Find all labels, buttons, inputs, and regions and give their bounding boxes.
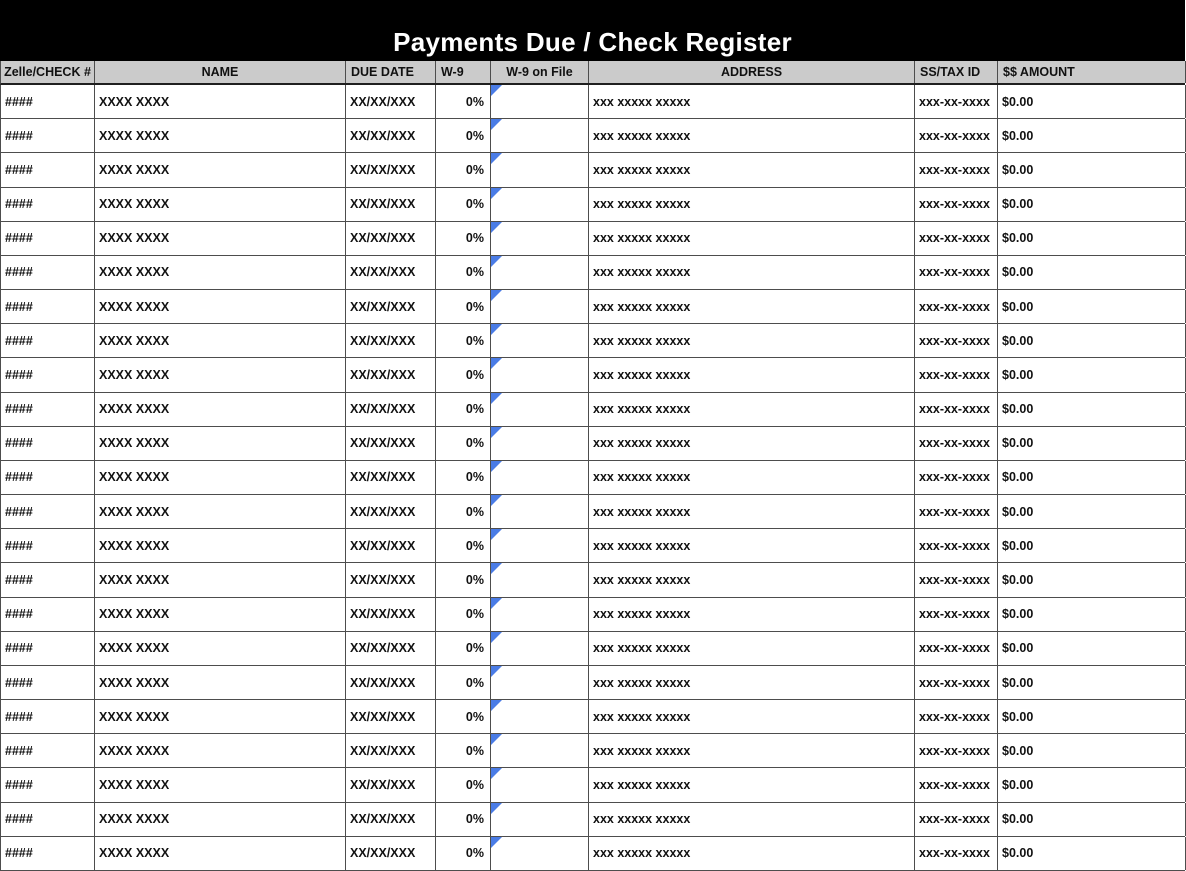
table-row bbox=[0, 529, 1185, 563]
corner-marker-icon bbox=[491, 529, 502, 540]
corner-marker-icon bbox=[491, 427, 502, 438]
cell-ss-tax-id[interactable]: xxx-xx-xxxx bbox=[915, 85, 998, 118]
cell-ss-tax-id[interactable]: xxx-xx-xxxx bbox=[915, 119, 998, 152]
corner-marker-icon bbox=[491, 598, 502, 609]
cell-zelle-check-number[interactable]: #### bbox=[1, 666, 95, 699]
corner-marker-icon bbox=[491, 495, 502, 506]
cell-w9-percent[interactable]: 0% bbox=[436, 734, 491, 767]
table-row bbox=[0, 256, 1185, 290]
cell-w9-on-file[interactable] bbox=[491, 529, 589, 562]
cell-due-date[interactable]: XX/XX/XXX bbox=[346, 768, 436, 801]
cell-due-date[interactable]: XX/XX/XXX bbox=[346, 803, 436, 836]
column-header-name[interactable]: NAME bbox=[95, 61, 346, 83]
table-row bbox=[0, 427, 1185, 461]
corner-marker-icon bbox=[491, 222, 502, 233]
cell-due-date[interactable]: XX/XX/XXX bbox=[346, 358, 436, 391]
cell-address[interactable]: xxx xxxxx xxxxx bbox=[589, 222, 915, 255]
cell-name[interactable]: XXXX XXXX bbox=[95, 666, 346, 699]
corner-marker-icon bbox=[491, 734, 502, 745]
cell-due-date[interactable]: XX/XX/XXX bbox=[346, 700, 436, 733]
cell-address[interactable]: xxx xxxxx xxxxx bbox=[589, 427, 915, 460]
table-row bbox=[0, 324, 1185, 358]
cell-amount[interactable]: $0.00 bbox=[998, 495, 1186, 528]
cell-zelle-check-number[interactable]: #### bbox=[1, 563, 95, 596]
corner-marker-icon bbox=[491, 768, 502, 779]
cell-address[interactable]: xxx xxxxx xxxxx bbox=[589, 324, 915, 357]
cell-ss-tax-id[interactable]: xxx-xx-xxxx bbox=[915, 768, 998, 801]
cell-ss-tax-id[interactable]: xxx-xx-xxxx bbox=[915, 393, 998, 426]
cell-address[interactable]: xxx xxxxx xxxxx bbox=[589, 768, 915, 801]
corner-marker-icon bbox=[491, 666, 502, 677]
cell-due-date[interactable]: XX/XX/XXX bbox=[346, 393, 436, 426]
cell-name[interactable]: XXXX XXXX bbox=[95, 85, 346, 118]
cell-name[interactable]: XXXX XXXX bbox=[95, 188, 346, 221]
table-row bbox=[0, 393, 1185, 427]
cell-name[interactable]: XXXX XXXX bbox=[95, 290, 346, 323]
corner-marker-icon bbox=[491, 632, 502, 643]
cell-amount[interactable]: $0.00 bbox=[998, 119, 1186, 152]
cell-w9-on-file[interactable] bbox=[491, 495, 589, 528]
cell-zelle-check-number[interactable]: #### bbox=[1, 837, 95, 870]
cell-zelle-check-number[interactable]: #### bbox=[1, 393, 95, 426]
cell-w9-percent[interactable]: 0% bbox=[436, 803, 491, 836]
cell-due-date[interactable]: XX/XX/XXX bbox=[346, 495, 436, 528]
cell-due-date[interactable]: XX/XX/XXX bbox=[346, 632, 436, 665]
cell-name[interactable]: XXXX XXXX bbox=[95, 632, 346, 665]
table-row bbox=[0, 666, 1185, 700]
cell-due-date[interactable]: XX/XX/XXX bbox=[346, 666, 436, 699]
cell-w9-on-file[interactable] bbox=[491, 188, 589, 221]
table-row bbox=[0, 700, 1185, 734]
table-row bbox=[0, 803, 1185, 837]
corner-marker-icon bbox=[491, 324, 502, 335]
cell-w9-percent[interactable]: 0% bbox=[436, 461, 491, 494]
cell-zelle-check-number[interactable]: #### bbox=[1, 222, 95, 255]
cell-amount[interactable]: $0.00 bbox=[998, 324, 1186, 357]
cell-name[interactable]: XXXX XXXX bbox=[95, 153, 346, 186]
cell-amount[interactable]: $0.00 bbox=[998, 256, 1186, 289]
cell-w9-percent[interactable]: 0% bbox=[436, 85, 491, 118]
cell-zelle-check-number[interactable]: #### bbox=[1, 734, 95, 767]
cell-address[interactable]: xxx xxxxx xxxxx bbox=[589, 290, 915, 323]
cell-ss-tax-id[interactable]: xxx-xx-xxxx bbox=[915, 529, 998, 562]
cell-due-date[interactable]: XX/XX/XXX bbox=[346, 427, 436, 460]
cell-address[interactable]: xxx xxxxx xxxxx bbox=[589, 632, 915, 665]
page-title: Payments Due / Check Register bbox=[393, 27, 792, 57]
cell-due-date[interactable]: XX/XX/XXX bbox=[346, 563, 436, 596]
cell-amount[interactable]: $0.00 bbox=[998, 393, 1186, 426]
corner-marker-icon bbox=[491, 188, 502, 199]
cell-w9-on-file[interactable] bbox=[491, 598, 589, 631]
cell-w9-percent[interactable]: 0% bbox=[436, 393, 491, 426]
cell-w9-on-file[interactable] bbox=[491, 803, 589, 836]
cell-ss-tax-id[interactable]: xxx-xx-xxxx bbox=[915, 598, 998, 631]
cell-ss-tax-id[interactable]: xxx-xx-xxxx bbox=[915, 837, 998, 870]
cell-w9-on-file[interactable] bbox=[491, 734, 589, 767]
column-header-ss-tax-id[interactable]: SS/TAX ID bbox=[915, 61, 998, 83]
cell-zelle-check-number[interactable]: #### bbox=[1, 700, 95, 733]
cell-due-date[interactable]: XX/XX/XXX bbox=[346, 734, 436, 767]
cell-ss-tax-id[interactable]: xxx-xx-xxxx bbox=[915, 188, 998, 221]
cell-amount[interactable]: $0.00 bbox=[998, 666, 1186, 699]
cell-w9-on-file[interactable] bbox=[491, 358, 589, 391]
cell-name[interactable]: XXXX XXXX bbox=[95, 256, 346, 289]
cell-amount[interactable]: $0.00 bbox=[998, 188, 1186, 221]
cell-address[interactable]: xxx xxxxx xxxxx bbox=[589, 700, 915, 733]
corner-marker-icon bbox=[491, 393, 502, 404]
cell-name[interactable]: XXXX XXXX bbox=[95, 700, 346, 733]
cell-ss-tax-id[interactable]: xxx-xx-xxxx bbox=[915, 803, 998, 836]
table-row bbox=[0, 85, 1185, 119]
cell-w9-on-file[interactable] bbox=[491, 837, 589, 870]
cell-due-date[interactable]: XX/XX/XXX bbox=[346, 256, 436, 289]
cell-w9-on-file[interactable] bbox=[491, 256, 589, 289]
cell-w9-percent[interactable]: 0% bbox=[436, 563, 491, 596]
table-row bbox=[0, 632, 1185, 666]
cell-amount[interactable]: $0.00 bbox=[998, 85, 1186, 118]
cell-amount[interactable]: $0.00 bbox=[998, 734, 1186, 767]
cell-name[interactable]: XXXX XXXX bbox=[95, 495, 346, 528]
table-row bbox=[0, 837, 1185, 871]
corner-marker-icon bbox=[491, 153, 502, 164]
cell-due-date[interactable]: XX/XX/XXX bbox=[346, 598, 436, 631]
cell-zelle-check-number[interactable]: #### bbox=[1, 358, 95, 391]
corner-marker-icon bbox=[491, 461, 502, 472]
cell-w9-percent[interactable]: 0% bbox=[436, 529, 491, 562]
cell-w9-on-file[interactable] bbox=[491, 222, 589, 255]
cell-address[interactable]: xxx xxxxx xxxxx bbox=[589, 461, 915, 494]
cell-w9-on-file[interactable] bbox=[491, 768, 589, 801]
cell-ss-tax-id[interactable]: xxx-xx-xxxx bbox=[915, 324, 998, 357]
cell-w9-on-file[interactable] bbox=[491, 119, 589, 152]
column-header-w9[interactable]: W-9 bbox=[436, 61, 491, 83]
cell-address[interactable]: xxx xxxxx xxxxx bbox=[589, 563, 915, 596]
corner-marker-icon bbox=[491, 803, 502, 814]
title-bar bbox=[0, 0, 1185, 61]
cell-due-date[interactable]: XX/XX/XXX bbox=[346, 324, 436, 357]
cell-w9-percent[interactable]: 0% bbox=[436, 256, 491, 289]
cell-ss-tax-id[interactable]: xxx-xx-xxxx bbox=[915, 495, 998, 528]
cell-w9-percent[interactable]: 0% bbox=[436, 119, 491, 152]
cell-w9-percent[interactable]: 0% bbox=[436, 837, 491, 870]
table-row bbox=[0, 768, 1185, 802]
cell-amount[interactable]: $0.00 bbox=[998, 290, 1186, 323]
corner-marker-icon bbox=[491, 358, 502, 369]
cell-amount[interactable]: $0.00 bbox=[998, 222, 1186, 255]
cell-address[interactable]: xxx xxxxx xxxxx bbox=[589, 358, 915, 391]
corner-marker-icon bbox=[491, 837, 502, 848]
cell-w9-percent[interactable]: 0% bbox=[436, 495, 491, 528]
cell-name[interactable]: XXXX XXXX bbox=[95, 837, 346, 870]
table-row bbox=[0, 119, 1185, 153]
cell-due-date[interactable]: XX/XX/XXX bbox=[346, 153, 436, 186]
cell-ss-tax-id[interactable]: xxx-xx-xxxx bbox=[915, 563, 998, 596]
cell-w9-percent[interactable]: 0% bbox=[436, 324, 491, 357]
cell-w9-percent[interactable]: 0% bbox=[436, 632, 491, 665]
cell-zelle-check-number[interactable]: #### bbox=[1, 85, 95, 118]
cell-w9-on-file[interactable] bbox=[491, 393, 589, 426]
cell-address[interactable]: xxx xxxxx xxxxx bbox=[589, 495, 915, 528]
cell-name[interactable]: XXXX XXXX bbox=[95, 427, 346, 460]
cell-address[interactable]: xxx xxxxx xxxxx bbox=[589, 666, 915, 699]
cell-address[interactable]: xxx xxxxx xxxxx bbox=[589, 119, 915, 152]
cell-w9-percent[interactable]: 0% bbox=[436, 153, 491, 186]
corner-marker-icon bbox=[491, 85, 502, 96]
cell-name[interactable]: XXXX XXXX bbox=[95, 803, 346, 836]
cell-amount[interactable]: $0.00 bbox=[998, 837, 1186, 870]
column-header-w9-on-file[interactable]: W-9 on File bbox=[491, 61, 589, 83]
cell-zelle-check-number[interactable]: #### bbox=[1, 529, 95, 562]
cell-address[interactable]: xxx xxxxx xxxxx bbox=[589, 598, 915, 631]
cell-due-date[interactable]: XX/XX/XXX bbox=[346, 222, 436, 255]
table-row bbox=[0, 461, 1185, 495]
corner-marker-icon bbox=[491, 256, 502, 267]
column-header-amount[interactable]: $$ AMOUNT bbox=[998, 61, 1186, 83]
cell-name[interactable]: XXXX XXXX bbox=[95, 598, 346, 631]
cell-ss-tax-id[interactable]: xxx-xx-xxxx bbox=[915, 153, 998, 186]
cell-amount[interactable]: $0.00 bbox=[998, 632, 1186, 665]
cell-name[interactable]: XXXX XXXX bbox=[95, 563, 346, 596]
table-row bbox=[0, 222, 1185, 256]
cell-amount[interactable]: $0.00 bbox=[998, 768, 1186, 801]
cell-amount[interactable]: $0.00 bbox=[998, 153, 1186, 186]
cell-name[interactable]: XXXX XXXX bbox=[95, 119, 346, 152]
cell-w9-percent[interactable]: 0% bbox=[436, 358, 491, 391]
cell-name[interactable]: XXXX XXXX bbox=[95, 768, 346, 801]
cell-amount[interactable]: $0.00 bbox=[998, 427, 1186, 460]
cell-w9-percent[interactable]: 0% bbox=[436, 598, 491, 631]
cell-zelle-check-number[interactable]: #### bbox=[1, 427, 95, 460]
cell-zelle-check-number[interactable]: #### bbox=[1, 598, 95, 631]
cell-address[interactable]: xxx xxxxx xxxxx bbox=[589, 734, 915, 767]
cell-w9-percent[interactable]: 0% bbox=[436, 768, 491, 801]
cell-amount[interactable]: $0.00 bbox=[998, 461, 1186, 494]
cell-name[interactable]: XXXX XXXX bbox=[95, 222, 346, 255]
cell-address[interactable]: xxx xxxxx xxxxx bbox=[589, 803, 915, 836]
cell-ss-tax-id[interactable]: xxx-xx-xxxx bbox=[915, 427, 998, 460]
cell-w9-percent[interactable]: 0% bbox=[436, 427, 491, 460]
cell-w9-on-file[interactable] bbox=[491, 324, 589, 357]
cell-address[interactable]: xxx xxxxx xxxxx bbox=[589, 837, 915, 870]
cell-address[interactable]: xxx xxxxx xxxxx bbox=[589, 529, 915, 562]
table-body bbox=[0, 85, 1185, 871]
cell-due-date[interactable]: XX/XX/XXX bbox=[346, 119, 436, 152]
table-row bbox=[0, 563, 1185, 597]
cell-ss-tax-id[interactable]: xxx-xx-xxxx bbox=[915, 632, 998, 665]
cell-w9-on-file[interactable] bbox=[491, 290, 589, 323]
cell-address[interactable]: xxx xxxxx xxxxx bbox=[589, 153, 915, 186]
cell-zelle-check-number[interactable]: #### bbox=[1, 290, 95, 323]
cell-amount[interactable]: $0.00 bbox=[998, 803, 1186, 836]
cell-zelle-check-number[interactable]: #### bbox=[1, 632, 95, 665]
cell-ss-tax-id[interactable]: xxx-xx-xxxx bbox=[915, 700, 998, 733]
cell-due-date[interactable]: XX/XX/XXX bbox=[346, 529, 436, 562]
table-row bbox=[0, 153, 1185, 187]
cell-w9-percent[interactable]: 0% bbox=[436, 222, 491, 255]
table-row bbox=[0, 598, 1185, 632]
table-row bbox=[0, 495, 1185, 529]
cell-address[interactable]: xxx xxxxx xxxxx bbox=[589, 256, 915, 289]
cell-ss-tax-id[interactable]: xxx-xx-xxxx bbox=[915, 290, 998, 323]
cell-w9-on-file[interactable] bbox=[491, 563, 589, 596]
cell-name[interactable]: XXXX XXXX bbox=[95, 358, 346, 391]
cell-name[interactable]: XXXX XXXX bbox=[95, 734, 346, 767]
cell-ss-tax-id[interactable]: xxx-xx-xxxx bbox=[915, 256, 998, 289]
cell-ss-tax-id[interactable]: xxx-xx-xxxx bbox=[915, 666, 998, 699]
column-header-row bbox=[0, 61, 1185, 85]
cell-w9-percent[interactable]: 0% bbox=[436, 290, 491, 323]
table-row bbox=[0, 188, 1185, 222]
cell-w9-on-file[interactable] bbox=[491, 427, 589, 460]
cell-w9-percent[interactable]: 0% bbox=[436, 700, 491, 733]
cell-amount[interactable]: $0.00 bbox=[998, 529, 1186, 562]
table-row bbox=[0, 358, 1185, 392]
cell-zelle-check-number[interactable]: #### bbox=[1, 768, 95, 801]
cell-address[interactable]: xxx xxxxx xxxxx bbox=[589, 85, 915, 118]
cell-ss-tax-id[interactable]: xxx-xx-xxxx bbox=[915, 461, 998, 494]
cell-address[interactable]: xxx xxxxx xxxxx bbox=[589, 188, 915, 221]
column-header-zelle-check-number[interactable]: Zelle/CHECK # bbox=[1, 61, 95, 83]
cell-ss-tax-id[interactable]: xxx-xx-xxxx bbox=[915, 222, 998, 255]
cell-name[interactable]: XXXX XXXX bbox=[95, 393, 346, 426]
cell-zelle-check-number[interactable]: #### bbox=[1, 119, 95, 152]
cell-w9-on-file[interactable] bbox=[491, 666, 589, 699]
cell-w9-on-file[interactable] bbox=[491, 153, 589, 186]
cell-zelle-check-number[interactable]: #### bbox=[1, 188, 95, 221]
cell-zelle-check-number[interactable]: #### bbox=[1, 324, 95, 357]
column-header-due-date[interactable]: DUE DATE bbox=[346, 61, 436, 83]
cell-amount[interactable]: $0.00 bbox=[998, 598, 1186, 631]
cell-w9-on-file[interactable] bbox=[491, 632, 589, 665]
corner-marker-icon bbox=[491, 119, 502, 130]
table-row bbox=[0, 734, 1185, 768]
cell-name[interactable]: XXXX XXXX bbox=[95, 529, 346, 562]
cell-due-date[interactable]: XX/XX/XXX bbox=[346, 290, 436, 323]
cell-due-date[interactable]: XX/XX/XXX bbox=[346, 837, 436, 870]
cell-w9-percent[interactable]: 0% bbox=[436, 666, 491, 699]
corner-marker-icon bbox=[491, 700, 502, 711]
cell-zelle-check-number[interactable]: #### bbox=[1, 153, 95, 186]
column-header-address[interactable]: ADDRESS bbox=[589, 61, 915, 83]
cell-amount[interactable]: $0.00 bbox=[998, 563, 1186, 596]
cell-zelle-check-number[interactable]: #### bbox=[1, 495, 95, 528]
cell-ss-tax-id[interactable]: xxx-xx-xxxx bbox=[915, 358, 998, 391]
cell-zelle-check-number[interactable]: #### bbox=[1, 803, 95, 836]
table-row bbox=[0, 290, 1185, 324]
cell-name[interactable]: XXXX XXXX bbox=[95, 461, 346, 494]
cell-address[interactable]: xxx xxxxx xxxxx bbox=[589, 393, 915, 426]
cell-name[interactable]: XXXX XXXX bbox=[95, 324, 346, 357]
cell-ss-tax-id[interactable]: xxx-xx-xxxx bbox=[915, 734, 998, 767]
cell-due-date[interactable]: XX/XX/XXX bbox=[346, 85, 436, 118]
cell-w9-on-file[interactable] bbox=[491, 85, 589, 118]
corner-marker-icon bbox=[491, 290, 502, 301]
cell-zelle-check-number[interactable]: #### bbox=[1, 256, 95, 289]
cell-w9-on-file[interactable] bbox=[491, 461, 589, 494]
cell-zelle-check-number[interactable]: #### bbox=[1, 461, 95, 494]
cell-amount[interactable]: $0.00 bbox=[998, 358, 1186, 391]
cell-due-date[interactable]: XX/XX/XXX bbox=[346, 461, 436, 494]
cell-w9-on-file[interactable] bbox=[491, 700, 589, 733]
corner-marker-icon bbox=[491, 563, 502, 574]
cell-amount[interactable]: $0.00 bbox=[998, 700, 1186, 733]
cell-w9-percent[interactable]: 0% bbox=[436, 188, 491, 221]
cell-due-date[interactable]: XX/XX/XXX bbox=[346, 188, 436, 221]
